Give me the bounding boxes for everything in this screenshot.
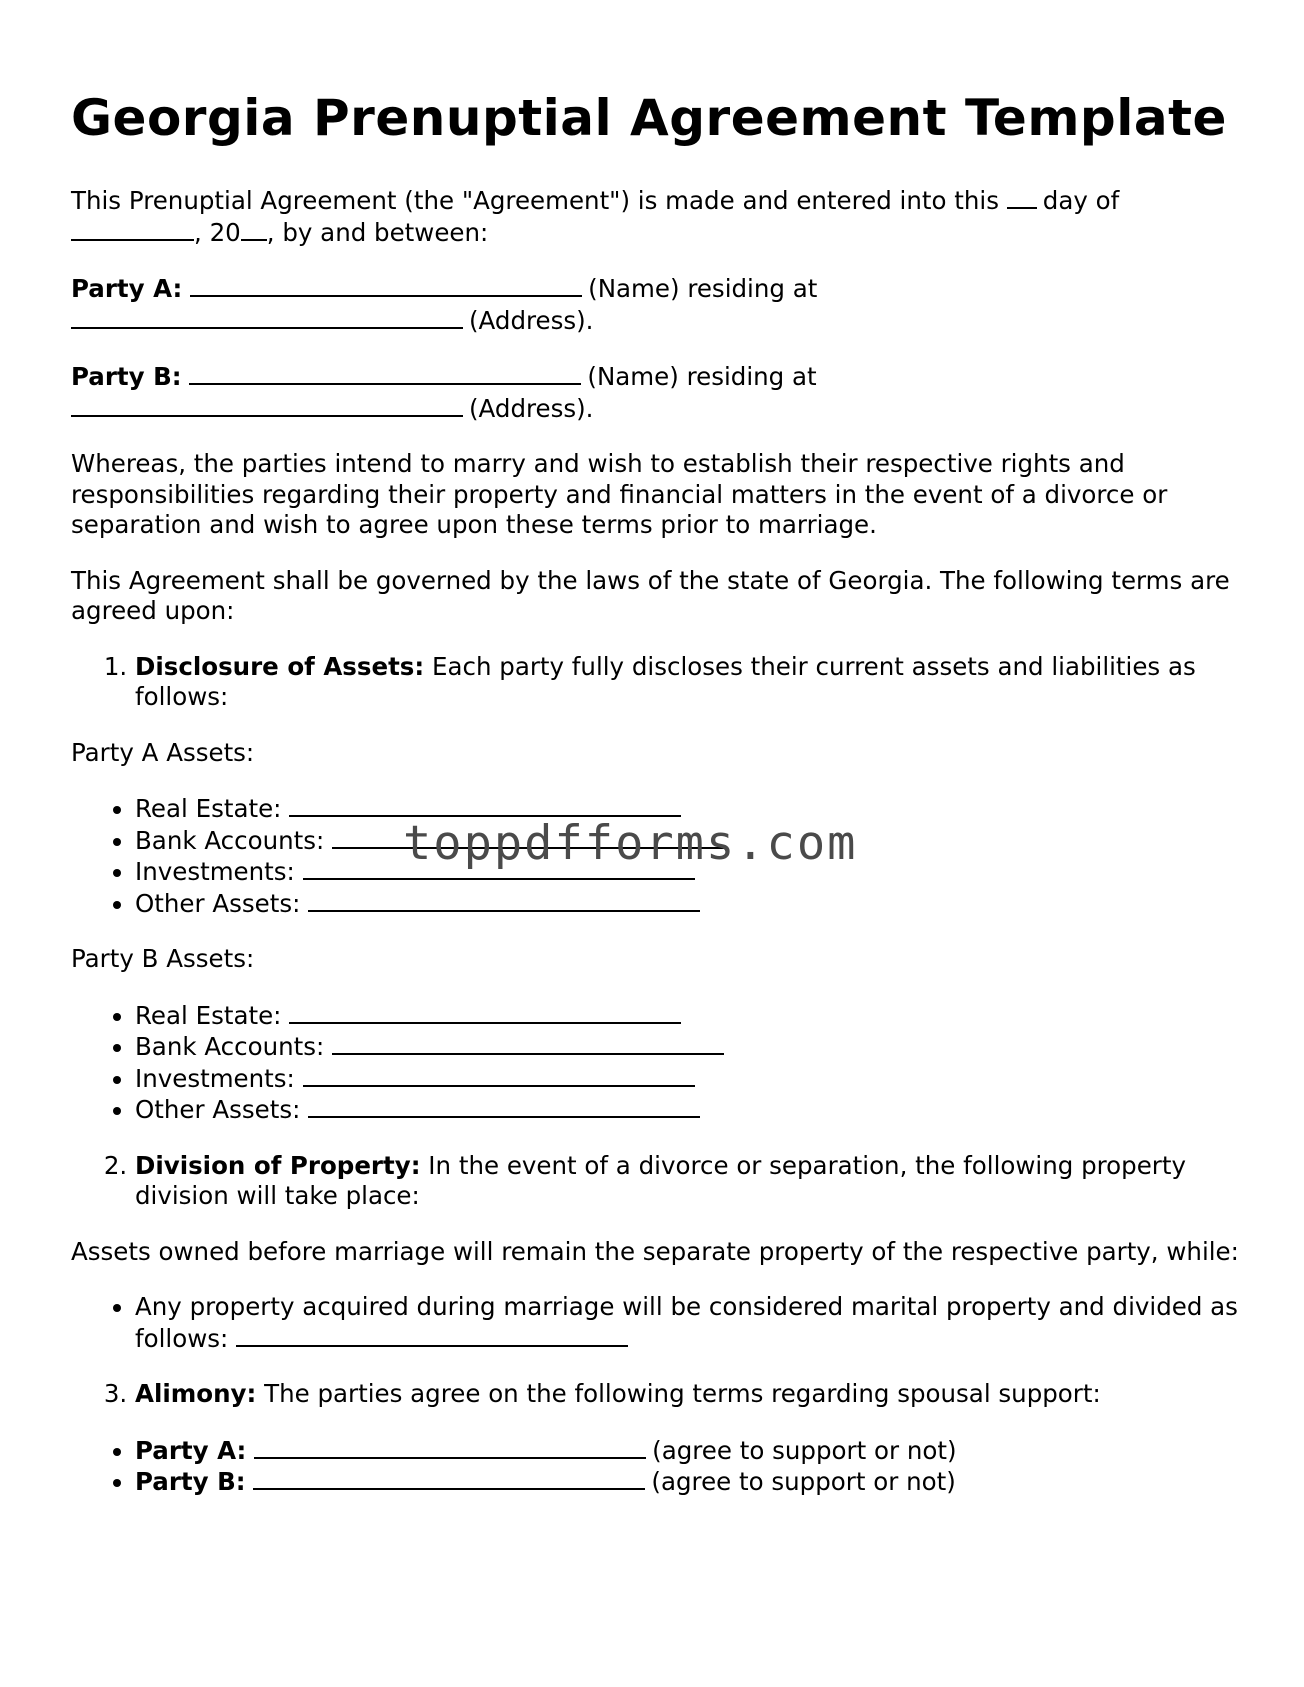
party-a-name-blank[interactable] — [190, 273, 582, 297]
party-b-other-assets-blank[interactable] — [308, 1094, 700, 1118]
alimony-list — [71, 1435, 1241, 1498]
alimony-party-a-blank[interactable] — [254, 1435, 646, 1459]
party-a-assets-label: Party A Assets: — [71, 737, 255, 767]
list-item: • Other Assets: — [135, 1094, 1241, 1126]
list-item: • Real Estate: — [135, 1000, 1241, 1032]
alimony-party-b-blank[interactable] — [253, 1466, 645, 1490]
intro-paragraph: This Prenuptial Agreement (the "Agreement") is made and entered into this day of , 20 , by and between: — [71, 186, 1120, 247]
list-item: • Party A: (agree to support or not) — [135, 1435, 1241, 1467]
party-b-paragraph: Party B: (Name) residing at (Address). — [71, 362, 817, 423]
list-item: • Bank Accounts: — [135, 1031, 1241, 1063]
party-a-address-blank[interactable] — [71, 305, 463, 329]
month-blank[interactable] — [71, 217, 194, 241]
section-3-item: 3. Alimony: The parties agree on the following terms regarding spousal support: — [135, 1379, 1241, 1410]
governed-paragraph: This Agreement shall be governed by the laws of the state of Georgia. The following terms are agreed upon: — [71, 565, 1230, 625]
list-item: • Party B: (agree to support or not) — [135, 1466, 1241, 1498]
party-a-other-assets-blank[interactable] — [308, 888, 700, 912]
party-b-assets-list — [71, 1000, 1241, 1126]
section-1-list — [71, 652, 1241, 713]
year-blank[interactable] — [241, 217, 267, 241]
document-title: Georgia Prenuptial Agreement Template — [71, 89, 1227, 147]
marital-property-list — [71, 1292, 1241, 1354]
party-b-investments-blank[interactable] — [303, 1063, 695, 1087]
list-item: • Investments: — [135, 1063, 1241, 1095]
party-a-paragraph: Party A: (Name) residing at (Address). — [71, 274, 818, 335]
section-2-item: 2. Division of Property: In the event of a divorce or separation, the following property division will take place: — [135, 1151, 1241, 1212]
party-b-address-blank[interactable] — [71, 393, 463, 417]
party-a-label: Party A: — [71, 274, 183, 303]
marital-division-blank[interactable] — [236, 1323, 628, 1347]
section-3-list — [71, 1379, 1241, 1410]
party-b-label: Party B: — [71, 362, 182, 391]
party-b-assets-label: Party B Assets: — [71, 944, 255, 973]
section-1-item: 1. Disclosure of Assets: Each party fully discloses their current assets and liabilities as follows: — [135, 652, 1241, 713]
list-item: • Bank Accounts: — [135, 825, 1241, 857]
day-blank[interactable] — [1007, 185, 1037, 209]
list-item: • Investments: — [135, 856, 1241, 888]
party-b-real-estate-blank[interactable] — [289, 1000, 681, 1024]
document-page — [71, 88, 1241, 1523]
separate-property-paragraph: Assets owned before marriage will remain the separate property of the respective party, while: — [71, 1236, 1239, 1266]
watermark: toppdfforms.com — [403, 816, 858, 871]
list-item: • Other Assets: — [135, 888, 1241, 920]
party-a-real-estate-blank[interactable] — [289, 793, 681, 817]
list-item: • Real Estate: — [135, 793, 1241, 825]
whereas-paragraph: Whereas, the parties intend to marry and wish to establish their respective rights and responsibilities regarding their property and financial matters in the event of a divorce or separation and wish to agree upon these terms prior to marriage. — [71, 449, 1168, 539]
party-b-name-blank[interactable] — [189, 361, 581, 385]
list-item: • Any property acquired during marriage will be considered marital property and divided as follows: — [135, 1292, 1241, 1354]
party-b-bank-accounts-blank[interactable] — [332, 1031, 724, 1055]
section-2-list — [71, 1151, 1241, 1212]
